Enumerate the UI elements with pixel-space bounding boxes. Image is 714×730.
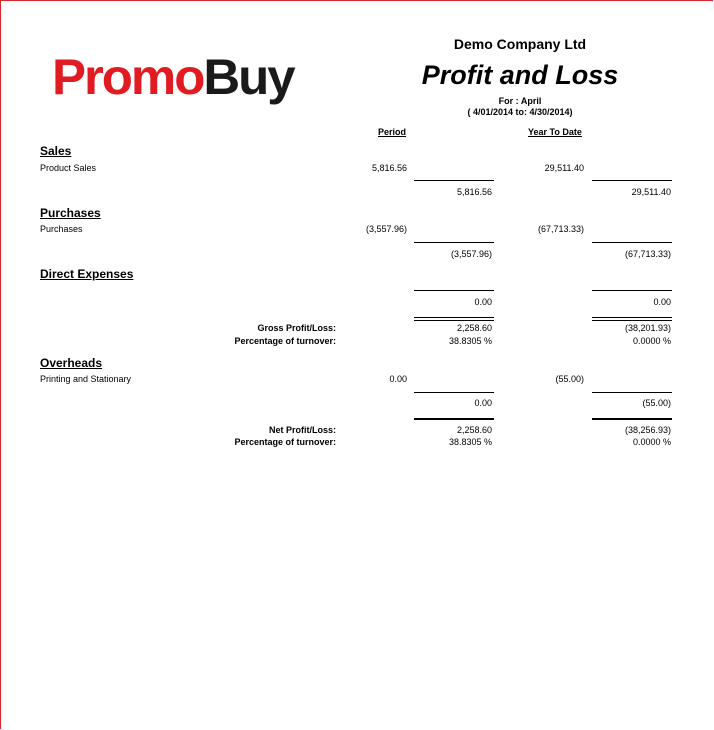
overheads-ytd-rule [592,392,672,393]
purchases-line-ytd: (67,713.33) [537,224,584,234]
purchases-total-ytd: (67,713.33) [624,249,671,259]
purchases-heading: Purchases [40,206,101,220]
direct-expenses-period-rule [414,290,494,291]
purchases-total-period: (3,557.96) [450,249,492,259]
direct-expenses-total-period: 0.00 [474,297,492,307]
gross-profit-label: Gross Profit/Loss: [257,323,336,333]
purchases-period-rule [414,242,494,243]
overheads-heading: Overheads [40,356,103,370]
direct-expenses-total-ytd: 0.00 [653,297,671,307]
sales-total-ytd: 29,511.40 [631,187,671,197]
purchases-line-period: (3,557.96) [365,224,407,234]
purchases-ytd-rule [592,242,672,243]
net-period-rule [414,418,494,420]
net-pct-ytd: 0.0000 % [632,437,671,447]
purchases-line-label: Purchases [40,224,83,234]
net-profit-label: Net Profit/Loss: [268,425,336,435]
sales-total-period: 5,816.56 [456,187,492,197]
gross-pct-ytd: 0.0000 % [632,336,671,346]
product-sales-ytd: 29,511.40 [544,163,584,173]
gross-pct-label: Percentage of turnover: [234,336,336,346]
promobuy-logo [52,49,294,105]
printing-stationary-label: Printing and Stationary [40,374,132,384]
logo-promo-text: Promo [52,49,204,105]
net-ytd-rule [592,418,672,420]
gross-ytd-double-rule [592,317,672,321]
report-title: Profit and Loss [421,60,619,90]
net-profit-ytd: (38,256.93) [624,425,671,435]
direct-expenses-heading: Direct Expenses [40,267,134,281]
net-pct-label: Percentage of turnover: [234,437,336,447]
date-range: ( 4/01/2014 to: 4/30/2014) [467,107,573,117]
company-name: Demo Company Ltd [453,36,587,52]
sales-period-rule [414,180,494,181]
logo-buy-text: Buy [203,49,294,105]
direct-expenses-ytd-rule [592,290,672,291]
product-sales-label: Product Sales [40,163,97,173]
period-column-header: Period [378,127,407,137]
gross-profit-ytd: (38,201.93) [624,323,671,333]
overheads-total-ytd: (55.00) [642,398,671,408]
printing-stationary-ytd: (55.00) [555,374,584,384]
overheads-total-period: 0.00 [474,398,492,408]
net-profit-period: 2,258.60 [456,425,492,435]
printing-stationary-period: 0.00 [389,374,407,384]
sales-ytd-rule [592,180,672,181]
net-pct-period: 38.8305 % [448,437,492,447]
overheads-period-rule [414,392,494,393]
product-sales-period: 5,816.56 [371,163,407,173]
gross-profit-period: 2,258.60 [456,323,492,333]
gross-period-double-rule [414,317,494,321]
gross-pct-period: 38.8305 % [448,336,492,346]
period-label: For : April [498,96,542,106]
ytd-column-header: Year To Date [528,127,582,137]
sales-heading: Sales [40,144,72,158]
